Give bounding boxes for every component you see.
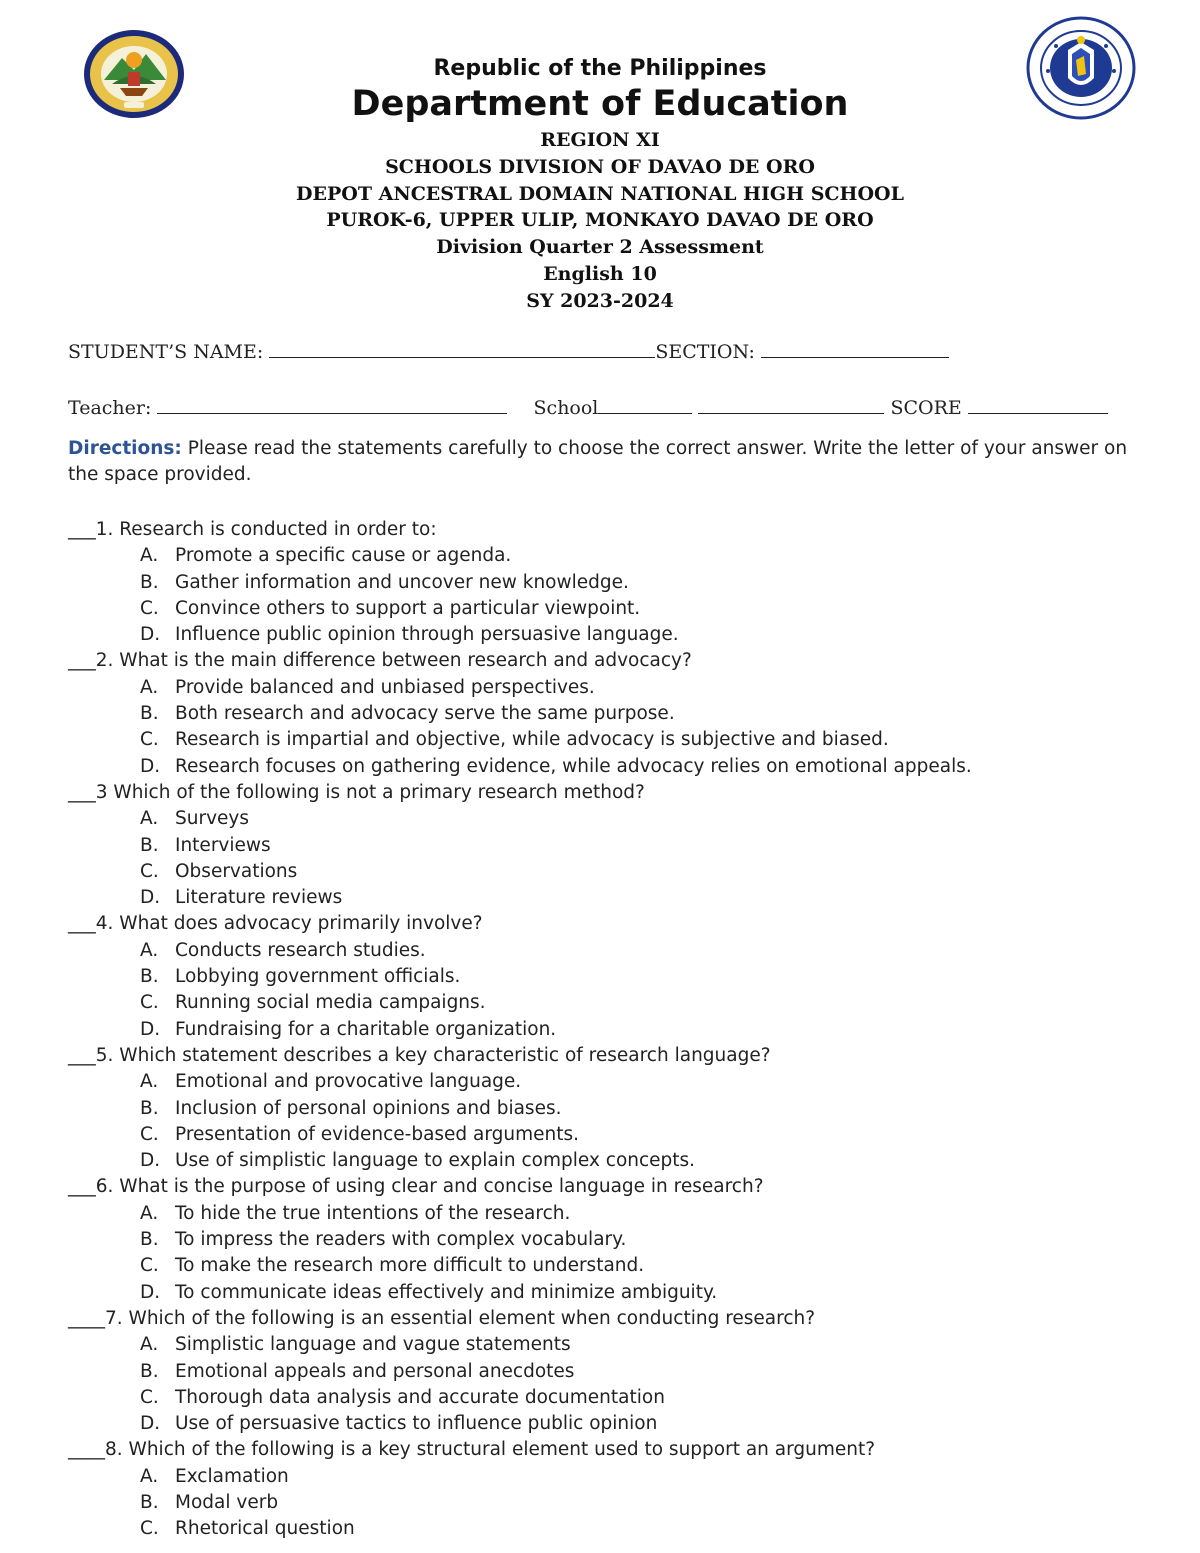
answer-choice: D. Influence public opinion through persuasive language.: [140, 624, 679, 646]
question-stem: ____7. Which of the following is an essential element when conducting research?: [68, 1307, 816, 1329]
answer-choice: D. To communicate ideas effectively and minimize ambiguity.: [140, 1281, 718, 1303]
section-label: SECTION:: [655, 341, 755, 363]
region-line: REGION XI: [540, 129, 660, 151]
student-name-label: STUDENT’S NAME:: [68, 341, 264, 363]
answer-choice: B. Modal verb: [140, 1491, 279, 1513]
directions-text: Please read the statements carefully to choose the correct answer. Write the letter of your answer on the space provided.: [68, 438, 1128, 485]
answer-choice: B. Interviews: [140, 834, 271, 856]
question-stem: ___2. What is the main difference between research and advocacy?: [68, 650, 692, 672]
answer-choice: D. Use of persuasive tactics to influence public opinion: [140, 1413, 658, 1435]
answer-choice: A. To hide the true intentions of the research.: [140, 1202, 571, 1224]
directions-paragraph: [68, 436, 1138, 488]
section-blank[interactable]: [761, 339, 949, 358]
answer-choice: C. Convince others to support a particular viewpoint.: [140, 597, 641, 619]
question-stem: ___4. What does advocacy primarily involve?: [68, 913, 483, 935]
school-blank-2[interactable]: [698, 395, 884, 414]
question-stem: ___6. What is the purpose of using clear and concise language in research?: [68, 1176, 764, 1198]
answer-choice: A. Surveys: [140, 808, 249, 830]
school-label: School: [533, 397, 599, 419]
answer-choice: C. To make the research more difficult to understand.: [140, 1255, 645, 1277]
address-line: PUROK-6, UPPER ULIP, MONKAYO DAVAO DE ORO: [326, 209, 874, 232]
answer-choice: C. Presentation of evidence-based arguments.: [140, 1123, 580, 1145]
answer-choice: A. Promote a specific cause or agenda.: [140, 545, 512, 567]
answer-choice: B. Gather information and uncover new knowledge.: [140, 571, 629, 593]
answer-choice: B. Emotional appeals and personal anecdotes: [140, 1360, 575, 1382]
question-stem: ___1. Research is conducted in order to:: [68, 519, 437, 540]
department-title: Department of Education: [351, 84, 849, 124]
score-label: SCORE: [890, 397, 962, 419]
document-header: [0, 54, 1200, 315]
question-list: [68, 517, 1168, 1543]
subject-line: English 10: [543, 262, 657, 285]
question-stem: ____8. Which of the following is a key structural element used to support an argument?: [68, 1439, 876, 1461]
answer-choice: C. Observations: [140, 860, 298, 882]
republic-title: Republic of the Philippines: [433, 56, 767, 81]
answer-choice: D. Use of simplistic language to explain complex concepts.: [140, 1150, 696, 1172]
school-year-line: SY 2023-2024: [526, 289, 674, 312]
answer-choice: A. Exclamation: [140, 1465, 289, 1487]
teacher-blank[interactable]: [157, 395, 507, 414]
answer-choice: B. To impress the readers with complex vocabulary.: [140, 1229, 627, 1251]
answer-choice: A. Emotional and provocative language.: [140, 1071, 522, 1093]
answer-choice: D. Fundraising for a charitable organization.: [140, 1018, 557, 1040]
answer-choice: A. Simplistic language and vague statements: [140, 1334, 571, 1356]
answer-choice: C. Thorough data analysis and accurate documentation: [140, 1386, 665, 1408]
question-stem: ___5. Which statement describes a key characteristic of research language?: [68, 1044, 771, 1066]
answer-choice: B. Lobbying government officials.: [140, 966, 461, 988]
answer-choice: D. Literature reviews: [140, 887, 343, 909]
answer-choice: D. Research focuses on gathering evidence, while advocacy relies on emotional appeals.: [140, 755, 972, 777]
assessment-line: Division Quarter 2 Assessment: [436, 236, 764, 259]
answer-choice: B. Inclusion of personal opinions and biases.: [140, 1097, 562, 1119]
score-blank[interactable]: [968, 395, 1108, 414]
student-name-blank[interactable]: [269, 339, 655, 358]
division-line: SCHOOLS DIVISION OF DAVAO DE ORO: [385, 155, 815, 178]
teacher-label: Teacher:: [68, 397, 152, 419]
question-stem: ___3 Which of the following is not a primary research method?: [68, 781, 645, 803]
answer-choice: C. Research is impartial and objective, while advocacy is subjective and biased.: [140, 729, 889, 751]
school-blank[interactable]: [598, 395, 692, 414]
teacher-info-row: [68, 395, 1108, 419]
answer-choice: A. Provide balanced and unbiased perspectives.: [140, 676, 595, 698]
school-name-line: DEPOT ANCESTRAL DOMAIN NATIONAL HIGH SCHOOL: [296, 182, 904, 205]
answer-choice: B. Both research and advocacy serve the same purpose.: [140, 703, 675, 725]
answer-choice: A. Conducts research studies.: [140, 939, 426, 961]
student-info-row: [68, 339, 949, 363]
answer-choice: C. Running social media campaigns.: [140, 992, 486, 1014]
directions-label: Directions:: [68, 438, 182, 459]
answer-choice: C. Rhetorical question: [140, 1518, 355, 1540]
